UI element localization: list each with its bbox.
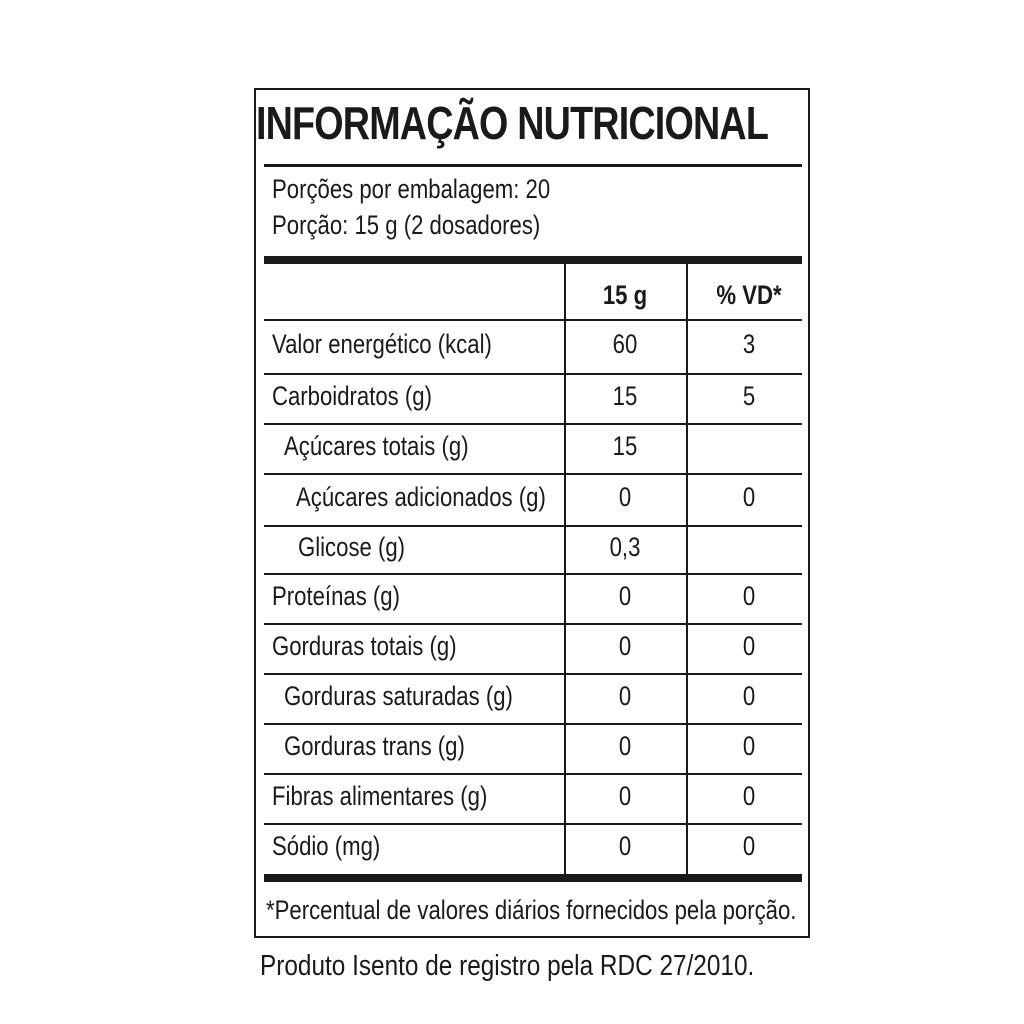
nutrient-amount: 15 xyxy=(612,431,638,461)
serving-size: Porção: 15 g (2 dosadores) xyxy=(272,210,541,240)
row-divider xyxy=(264,673,802,675)
nutrient-name: Glicose (g) xyxy=(298,532,406,562)
nutrient-name: Proteínas (g) xyxy=(272,581,400,611)
nutrient-daily-value: 0 xyxy=(742,681,756,711)
nutrient-name: Valor energético (kcal) xyxy=(272,329,492,359)
row-divider xyxy=(264,823,802,825)
nutrient-daily-value: 0 xyxy=(742,631,756,661)
row-divider xyxy=(264,373,802,375)
nutrient-name: Gorduras trans (g) xyxy=(284,731,465,761)
row-divider xyxy=(264,473,802,475)
nutrient-daily-value: 0 xyxy=(742,781,756,811)
nutrient-name: Fibras alimentares (g) xyxy=(272,781,488,811)
nutrient-amount: 0 xyxy=(618,781,632,811)
nutrient-daily-value: 0 xyxy=(742,581,756,611)
row-divider xyxy=(264,723,802,725)
nutrient-amount: 0 xyxy=(618,831,632,861)
nutrient-name: Gorduras saturadas (g) xyxy=(284,681,513,711)
header-amount: 15 g xyxy=(602,280,648,310)
nutrient-name: Açúcares totais (g) xyxy=(284,431,469,461)
row-divider xyxy=(264,623,802,625)
registry-note: Produto Isento de registro pela RDC 27/2010. xyxy=(260,950,755,982)
nutrient-daily-value: 5 xyxy=(742,381,756,411)
header-daily-value: % VD* xyxy=(716,280,782,310)
row-divider xyxy=(264,525,802,527)
nutrient-daily-value: 3 xyxy=(742,329,756,359)
nutrient-amount: 0 xyxy=(618,631,632,661)
row-divider xyxy=(264,423,802,425)
nutrient-amount: 0 xyxy=(618,581,632,611)
title-divider xyxy=(264,164,802,167)
nutrient-amount: 60 xyxy=(612,329,638,359)
table-top-divider xyxy=(264,256,802,264)
nutrient-daily-value: 0 xyxy=(742,831,756,861)
nutrient-amount: 0,3 xyxy=(609,532,641,562)
nutrient-amount: 0 xyxy=(618,731,632,761)
nutrient-name: Carboidratos (g) xyxy=(272,381,432,411)
table-bottom-divider xyxy=(264,874,802,882)
nutrient-name: Sódio (mg) xyxy=(272,831,381,861)
footnote: *Percentual de valores diários fornecidos pela porção. xyxy=(266,895,797,925)
nutrient-daily-value: 0 xyxy=(742,731,756,761)
nutrient-name: Gorduras totais (g) xyxy=(272,631,457,661)
row-divider xyxy=(264,773,802,775)
column-divider-dv xyxy=(686,264,688,874)
nutrient-amount: 15 xyxy=(612,381,638,411)
row-divider xyxy=(264,573,802,575)
nutrient-amount: 0 xyxy=(618,482,632,512)
nutrient-amount: 0 xyxy=(618,681,632,711)
nutrient-name: Açúcares adicionados (g) xyxy=(296,482,546,512)
servings-per-package: Porções por embalagem: 20 xyxy=(272,174,551,204)
label-title: INFORMAÇÃO NUTRICIONAL xyxy=(255,97,769,149)
row-divider xyxy=(264,319,802,321)
nutrient-daily-value: 0 xyxy=(742,482,756,512)
column-divider-amount xyxy=(564,264,566,874)
